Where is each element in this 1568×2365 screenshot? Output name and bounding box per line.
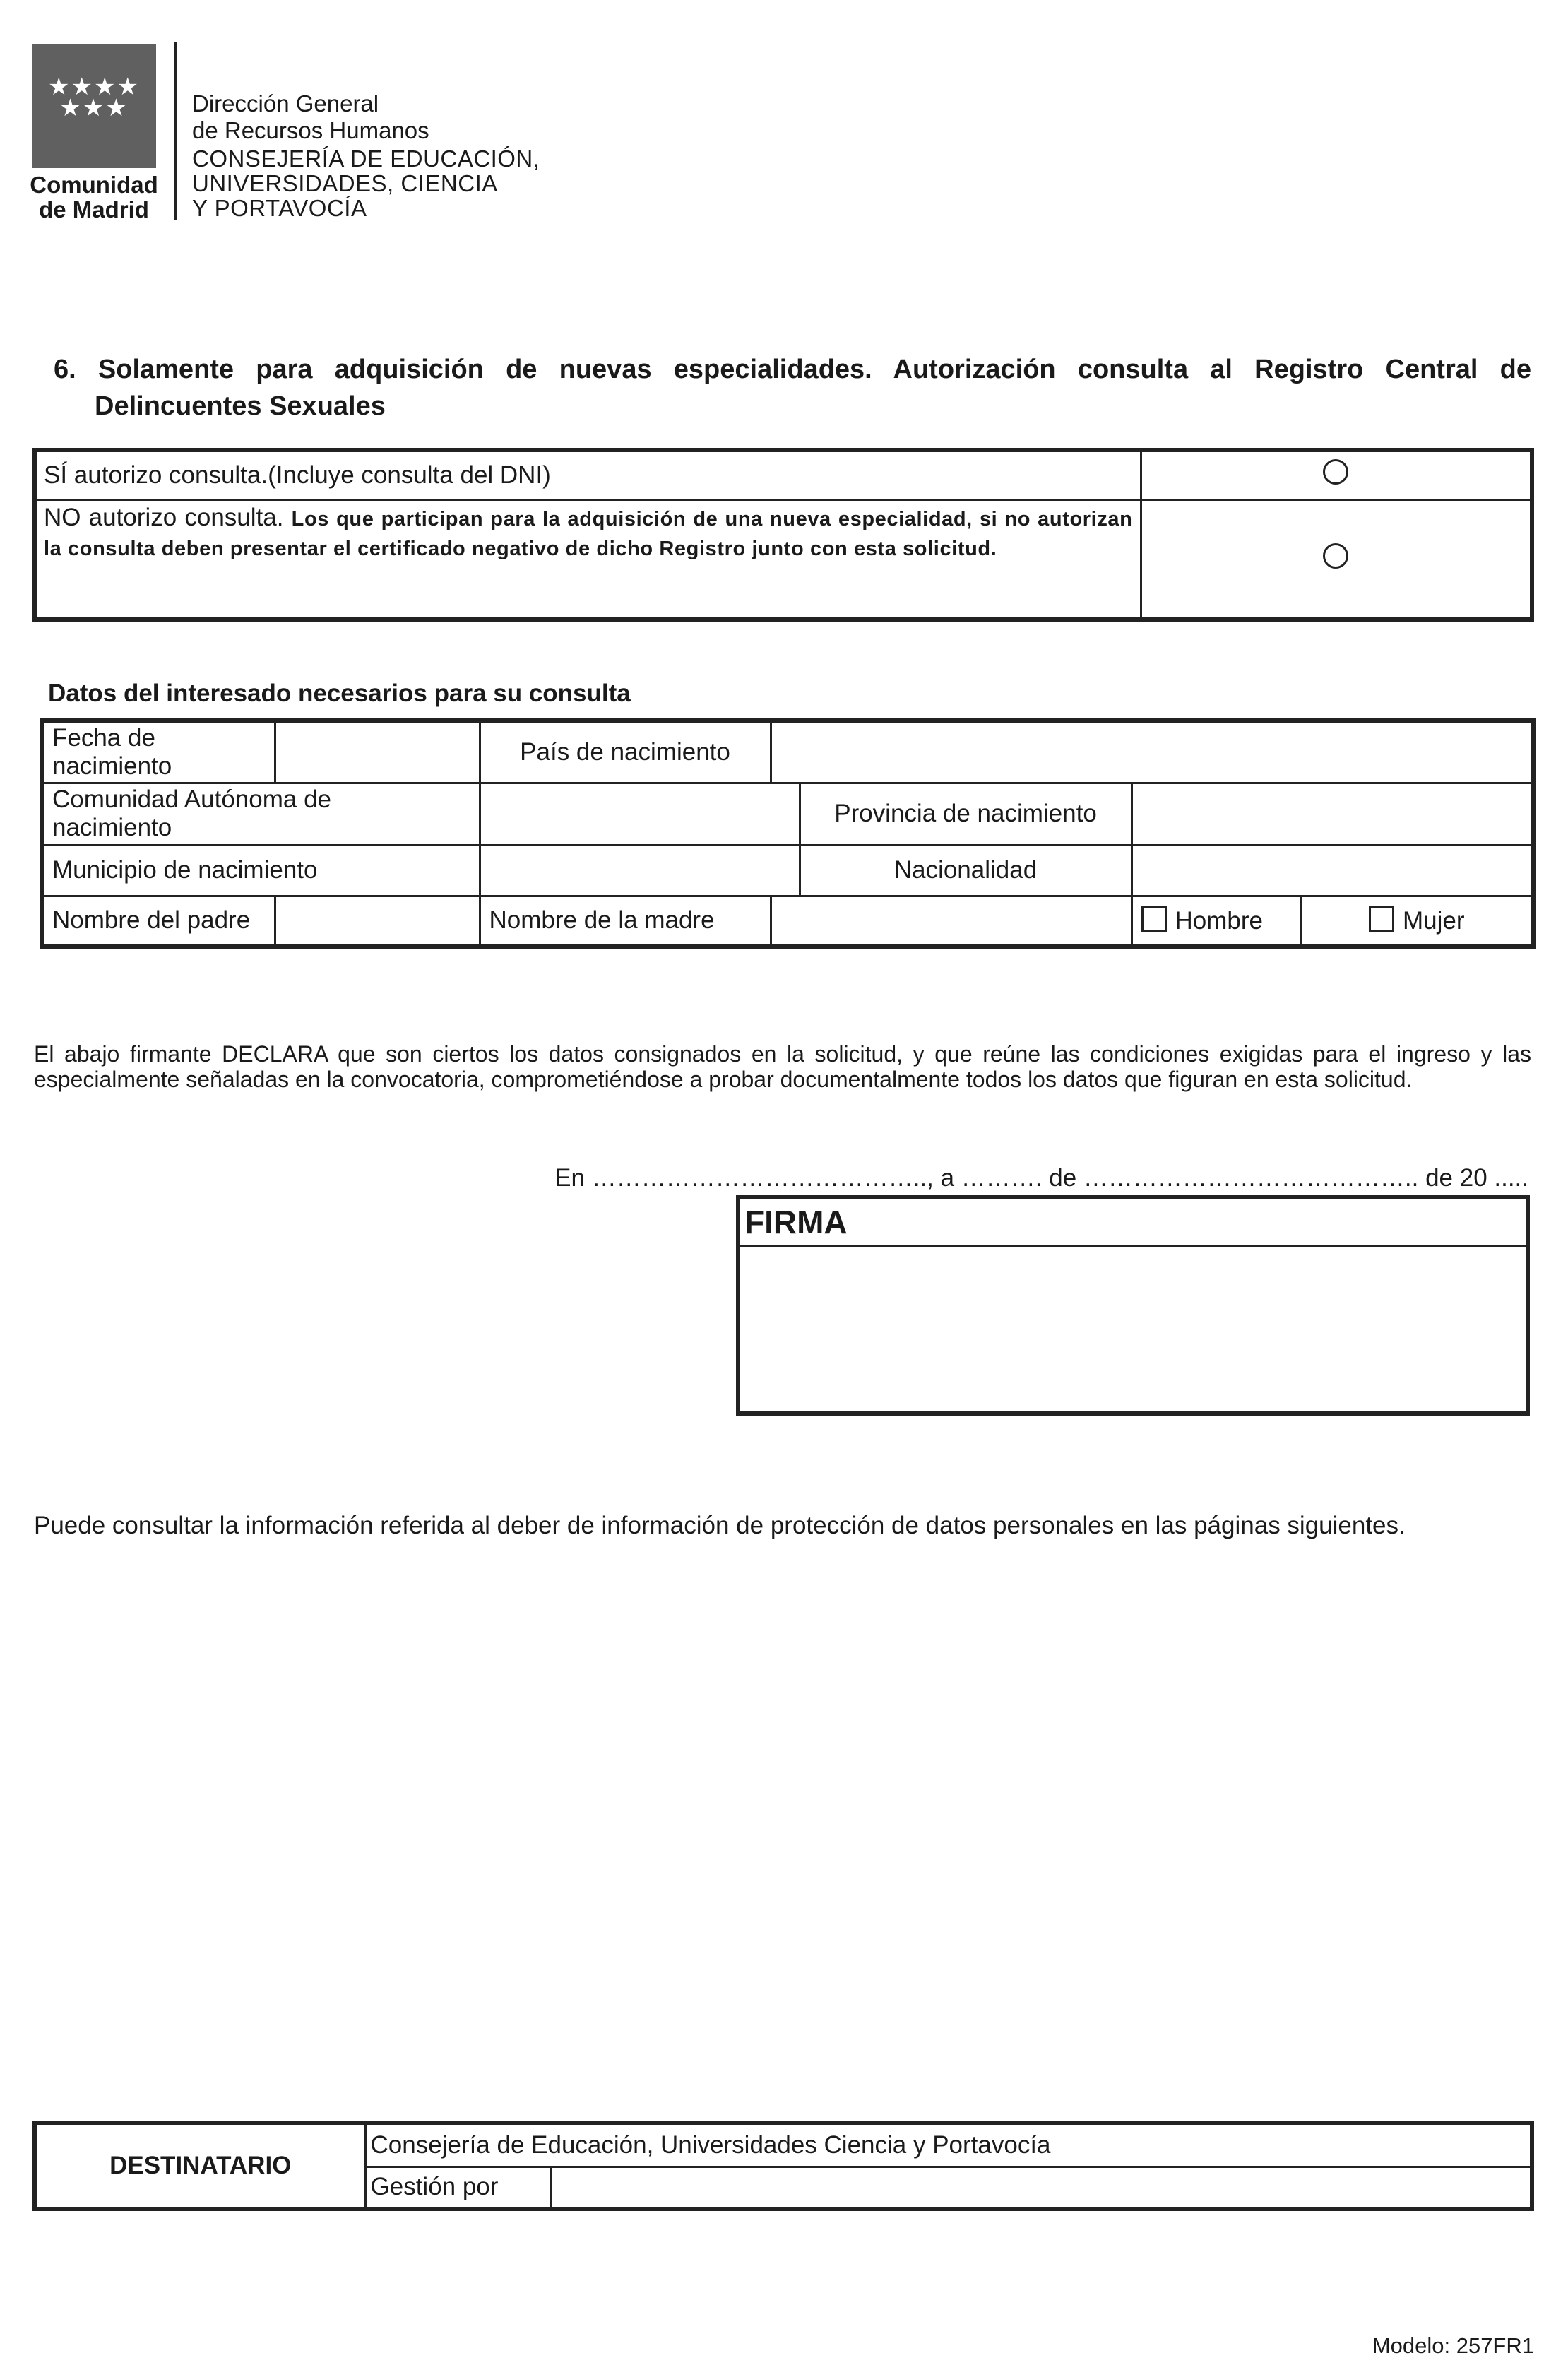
section-title-line2: Delincuentes Sexuales <box>95 391 386 421</box>
consejeria-name <box>192 146 540 220</box>
nombre-madre-label <box>480 896 771 947</box>
declaration-line1: El abajo firmante DECLARA que son ciertos los datos consignados en la solicitud, y que reúne las condiciones exigidas para el ingreso y las <box>34 1041 1531 1067</box>
gestion-label <box>365 2167 550 2209</box>
mujer-label: Mujer <box>1402 906 1465 935</box>
consejeria-line1: CONSEJERÍA DE EDUCACIÓN, <box>192 146 540 172</box>
logo-name <box>28 172 160 222</box>
option-no-cell <box>1141 499 1532 620</box>
destinatario-label <box>35 2123 365 2209</box>
firma-label: FIRMA <box>744 1204 848 1240</box>
provincia-nacimiento-field[interactable] <box>1132 783 1533 845</box>
logo-name-line1: Comunidad <box>30 172 158 198</box>
option-no-label <box>35 499 1141 620</box>
firma-box[interactable] <box>736 1195 1530 1416</box>
municipio-nacimiento-label <box>42 845 480 896</box>
pais-nacimiento-field[interactable] <box>771 721 1533 783</box>
comunidad-autonoma-label <box>42 783 480 845</box>
destinatario-table <box>32 2121 1534 2211</box>
datos-table <box>40 718 1536 949</box>
mujer-option <box>1301 896 1533 947</box>
nombre-madre-field[interactable] <box>771 896 1132 947</box>
logo-stars: ★★★★ ★★★ <box>48 73 140 121</box>
nacionalidad-field[interactable] <box>1132 845 1533 896</box>
nombre-padre-label <box>42 896 275 947</box>
logo-name-line2: de Madrid <box>39 196 149 223</box>
comunidad-autonoma-text: Comunidad Autónoma de nacimiento <box>52 786 331 841</box>
hombre-label: Hombre <box>1175 906 1263 935</box>
modelo-code: Modelo: 257FR1 <box>1372 2333 1534 2358</box>
pais-nacimiento-text: País de nacimiento <box>520 737 730 766</box>
option-si-text: SÍ autorizo consulta.(Incluye consulta del DNI) <box>44 461 551 489</box>
option-si-cell <box>1141 450 1532 499</box>
destinatario-consejeria <box>365 2123 1532 2167</box>
department-name <box>192 90 429 144</box>
pais-nacimiento-label <box>480 721 771 783</box>
nombre-padre-text: Nombre del padre <box>52 906 251 935</box>
logo <box>32 44 156 168</box>
authorization-table <box>32 448 1534 622</box>
dept-line2: de Recursos Humanos <box>192 117 429 143</box>
fecha-nacimiento-text: Fecha de nacimiento <box>52 723 172 780</box>
hombre-option <box>1132 896 1301 947</box>
consejeria-line2: UNIVERSIDADES, CIENCIA <box>192 170 498 196</box>
gestion-field[interactable] <box>550 2167 1532 2209</box>
option-si-label <box>35 450 1141 499</box>
radio-no-autorizo[interactable] <box>1323 543 1348 569</box>
fecha-nacimiento-field[interactable] <box>275 721 480 783</box>
declaration-line2: especialmente señaladas en la convocatoria, comprometiéndose a probar documentalmente todos los datos que figuran en esta solicitud. <box>34 1067 1413 1092</box>
section-title: 6. Solamente para adquisición de nuevas especialidades. Autorización consulta al Registro Central de <box>54 355 1531 384</box>
destinatario-text: DESTINATARIO <box>109 2152 292 2179</box>
provincia-nacimiento-label <box>800 783 1132 845</box>
fecha-nacimiento-label <box>42 721 275 783</box>
option-no-text: NO autorizo consulta. <box>44 503 284 531</box>
destinatario-consejeria-text: Consejería de Educación, Universidades Ciencia y Portavocía <box>370 2130 1051 2159</box>
option-no-note: Los que participan para la adquisición de una nueva especialidad, si no autorizan la consulta deben presentar el certificado negativo de dicho Registro junto con esta solicitud. <box>44 507 1133 560</box>
nacionalidad-text: Nacionalidad <box>893 856 1038 884</box>
datos-heading: Datos del interesado necesarios para su consulta <box>48 680 631 707</box>
municipio-nacimiento-text: Municipio de nacimiento <box>52 856 318 884</box>
consejeria-line3: Y PORTAVOCÍA <box>192 195 367 221</box>
mujer-checkbox[interactable] <box>1369 906 1394 932</box>
nombre-madre-text: Nombre de la madre <box>489 906 715 935</box>
lugar-fecha: En ………………………………….., a ………. de ………………………………….. de 20 ..... <box>554 1164 1528 1192</box>
dept-line1: Dirección General <box>192 90 379 117</box>
nacionalidad-label <box>800 845 1132 896</box>
municipio-nacimiento-field[interactable] <box>480 845 800 896</box>
gestion-text: Gestión por <box>370 2173 499 2201</box>
nombre-padre-field[interactable] <box>275 896 480 947</box>
info-text: Puede consultar la información referida al deber de información de protección de datos personales en las páginas siguientes. <box>34 1512 1406 1539</box>
firma-header <box>740 1199 1526 1247</box>
comunidad-autonoma-field[interactable] <box>480 783 800 845</box>
hombre-checkbox[interactable] <box>1141 906 1167 932</box>
provincia-nacimiento-text: Provincia de nacimiento <box>834 800 1097 827</box>
radio-si-autorizo[interactable] <box>1323 459 1348 485</box>
header-divider <box>174 42 177 220</box>
